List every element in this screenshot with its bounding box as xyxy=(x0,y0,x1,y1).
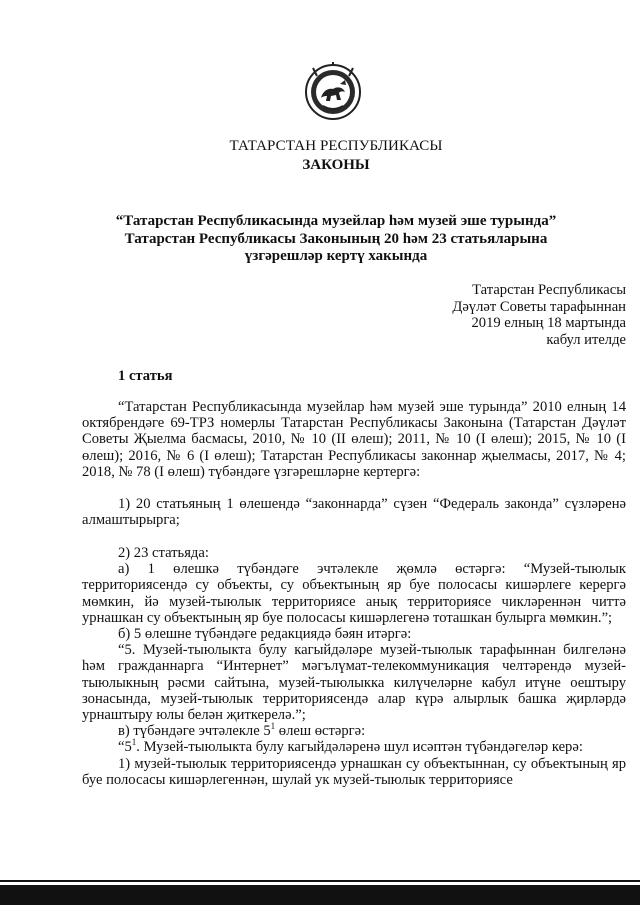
adoption-line: Дәүләт Советы тарафыннан xyxy=(452,298,626,315)
text-run: “5 xyxy=(118,739,132,756)
text-run: өлеш өстәргә: xyxy=(275,723,366,740)
law-title-line: үзгәрешләр кертү хакында xyxy=(244,248,428,264)
adoption-block xyxy=(452,282,626,349)
paragraph: 1) музей-тыюлык территориясендә урнашкан су объектыннан, су объектының яр буе полосасы кишәрлегеннән, шулай ук музей-тыюлык территориясе xyxy=(82,755,626,788)
item-2-block xyxy=(82,545,626,788)
law-title xyxy=(0,213,640,266)
text-run: . Музей-тыюлыкта булу кагыйдәләренә шул исәптән түбәндәгеләр керә: xyxy=(136,739,583,756)
text-run: в) түбәндәге эчтәлекле 5 xyxy=(118,723,271,740)
intro-paragraph xyxy=(82,399,626,480)
item-1 xyxy=(82,496,626,528)
superscript: 1 xyxy=(270,721,276,732)
paragraph: “Татарстан Республикасында музейлар һәм музей эше турында” 2010 елның 14 октябрендәге 69-ТРЗ номерлы Татарстан Республикасы Законына (Татарстан Дәүләт Советы Җыелма басмасы, 2010, № 10 (II өлеш); 2011, № 10 (I өлеш); 2015, № 10 (I өлеш); 2016, № 6 (I өлеш); Татарстан Республикасы законнар җыелмасы, 2017, № 4; 2018, № 78 (I өлеш) түбәндәге үзгәрешләрне кертергә: xyxy=(82,399,626,480)
article-heading: 1 статья xyxy=(118,368,173,384)
paragraph: а) 1 өлешкә түбәндәге эчтәлекле җөмлә өстәргә: “Музей-тыюлык территориясендә су объекты, су объектының яр буе полосасы кишәрлеге керергә мөмкин, йә музей-тыюлык территориясе анық территориясе чикләреннән читтә урнашкан су объектының яр буе полосасы кишәрлегенә тоташкан булырга мөмкин.”; xyxy=(82,561,626,626)
issuer-title: ТАТАРСТАН РЕСПУБЛИКАСЫ xyxy=(229,138,443,154)
adoption-line: Татарстан Республикасы xyxy=(472,282,626,298)
paragraph xyxy=(82,739,626,755)
adoption-line: кабул ителде xyxy=(546,332,626,349)
adoption-line: 2019 елның 18 мартында xyxy=(471,315,626,332)
paragraph xyxy=(82,723,626,739)
superscript: 1 xyxy=(131,737,137,748)
paragraph: 1) 20 статьяның 1 өлешендә “законнарда” сүзен “Федераль законда” сүзләренә алмаштырырга; xyxy=(82,496,626,529)
law-title-line: “Татарстан Республикасында музейлар һәм музей эше турында” xyxy=(115,213,557,229)
scan-edge-line xyxy=(0,880,640,882)
tatarstan-coat-of-arms-icon xyxy=(303,62,363,122)
document-type: ЗАКОНЫ xyxy=(302,157,370,173)
law-title-line: Татарстан Республикасы Законының 20 һәм 23 статьяларына xyxy=(124,230,548,247)
paragraph: “5. Музей-тыюлыкта булу кагыйдәләре музей-тыюлык тарафыннан билгеләнә һәм гражданнарга “Интернет” мәгълүмат-телекоммуникация челтәрендә музей-тыюлыкның рәсми сайтына, музей-тыюлыкка килүчеләрне кабул итүне оештыру зонасында, музей-тыюлык территориясендә алар күрә алырлык башка җирләрдә урнаштыру юлы белән җиткерелә.”; xyxy=(82,642,626,724)
paragraph: б) 5 өлешне түбәндәге редакциядә бәян итәргә: xyxy=(118,626,412,643)
paragraph: 2) 23 статьяда: xyxy=(118,545,209,561)
scan-edge-bar xyxy=(0,885,640,905)
